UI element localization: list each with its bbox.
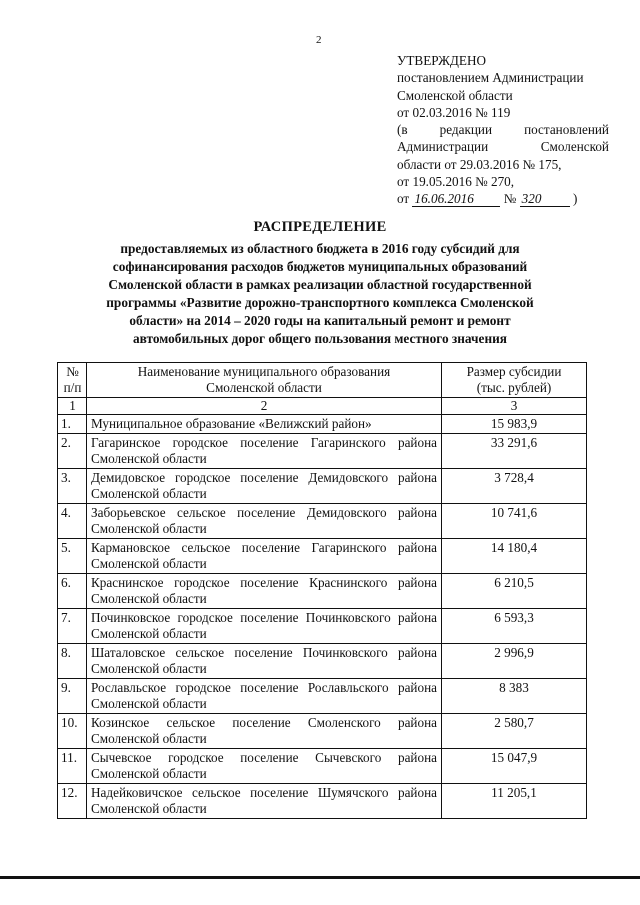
row-amount: 11 205,1 (442, 784, 587, 819)
page-number: 2 (316, 34, 322, 46)
approval-line: Администрации Смоленской (397, 139, 609, 155)
table-header-row (58, 363, 587, 398)
handwritten-number: 320 (520, 192, 570, 207)
row-name: Шаталовское сельское поселение Починковского района Смоленской области (87, 644, 442, 679)
row-amount: 15 983,9 (442, 415, 587, 434)
row-amount: 15 047,9 (442, 749, 587, 784)
approval-line: от 19.05.2016 № 270, (397, 174, 515, 190)
row-number: 5. (58, 539, 87, 574)
row-name: Козинское сельское поселение Смоленского района Смоленской области (87, 714, 442, 749)
column-number: 2 (87, 398, 442, 415)
table-row (58, 574, 587, 609)
table-row (58, 749, 587, 784)
approval-line: постановлением Администрации (397, 70, 584, 86)
row-amount: 6 210,5 (442, 574, 587, 609)
row-number: 8. (58, 644, 87, 679)
table-row (58, 434, 587, 469)
row-number: 7. (58, 609, 87, 644)
approval-block (397, 52, 609, 208)
row-number: 2. (58, 434, 87, 469)
row-amount: 2 996,9 (442, 644, 587, 679)
subsidy-table (57, 362, 587, 819)
column-number-row (58, 398, 587, 415)
table-row (58, 504, 587, 539)
row-amount: 2 580,7 (442, 714, 587, 749)
row-name: Демидовское городское поселение Демидовского района Смоленской области (87, 469, 442, 504)
row-name: Кармановское сельское поселение Гагаринского района Смоленской области (87, 539, 442, 574)
approval-line: области от 29.03.2016 № 175, (397, 156, 562, 172)
row-name: Муниципальное образование «Велижский район» (87, 415, 442, 434)
row-number: 12. (58, 784, 87, 819)
document-subtitle: предоставляемых из областного бюджета в 2016 году субсидий для софинансирования расходов бюджетов муниципальных образований Смоленской области в рамках реализации областной государственной программы «Развитие дорожно-транспортного комплекса Смоленской области» на 2014 – 2020 годы на капитальный ремонт и ремонт автомобильных дорог общего пользования местного значения (106, 241, 534, 346)
row-number: 6. (58, 574, 87, 609)
handwritten-date: 16.06.2016 (412, 192, 500, 207)
row-amount: 33 291,6 (442, 434, 587, 469)
approval-line: от 02.03.2016 № 119 (397, 104, 511, 120)
approval-line-handwritten: от 16.06.2016 № 320 ) (397, 191, 578, 207)
table-row (58, 469, 587, 504)
row-name: Рославльское городское поселение Рославльского района Смоленской области (87, 679, 442, 714)
row-name: Надейковичское сельское поселение Шумячского района Смоленской области (87, 784, 442, 819)
row-name: Починковское городское поселение Починковского района Смоленской области (87, 609, 442, 644)
column-number: 3 (442, 398, 587, 415)
header-name: Наименование муниципального образования Смоленской области (87, 363, 442, 398)
column-number: 1 (58, 398, 87, 415)
approval-heading: УТВЕРЖДЕНО (397, 53, 487, 68)
row-number: 10. (58, 714, 87, 749)
row-number: 11. (58, 749, 87, 784)
row-name: Сычевское городское поселение Сычевского района Смоленской области (87, 749, 442, 784)
table-row (58, 644, 587, 679)
row-number: 1. (58, 415, 87, 434)
row-amount: 8 383 (442, 679, 587, 714)
row-amount: 3 728,4 (442, 469, 587, 504)
table-row (58, 679, 587, 714)
document-title: РАСПРЕДЕЛЕНИЕ (253, 219, 387, 235)
table-row (58, 784, 587, 819)
row-name: Краснинское городское поселение Краснинского района Смоленской области (87, 574, 442, 609)
row-amount: 6 593,3 (442, 609, 587, 644)
row-amount: 14 180,4 (442, 539, 587, 574)
row-name: Гагаринское городское поселение Гагаринского района Смоленской области (87, 434, 442, 469)
row-number: 4. (58, 504, 87, 539)
row-number: 9. (58, 679, 87, 714)
header-amount: Размер субсидии (тыс. рублей) (442, 363, 587, 398)
approval-line: (в редакции постановлений (397, 122, 609, 138)
row-number: 3. (58, 469, 87, 504)
approval-line: Смоленской области (397, 87, 513, 103)
header-num: № п/п (58, 363, 87, 398)
table-row (58, 415, 587, 434)
bottom-rule (0, 876, 640, 879)
table-row (58, 539, 587, 574)
table-row (58, 714, 587, 749)
table-row (58, 609, 587, 644)
row-amount: 10 741,6 (442, 504, 587, 539)
row-name: Заборьевское сельское поселение Демидовского района Смоленской области (87, 504, 442, 539)
